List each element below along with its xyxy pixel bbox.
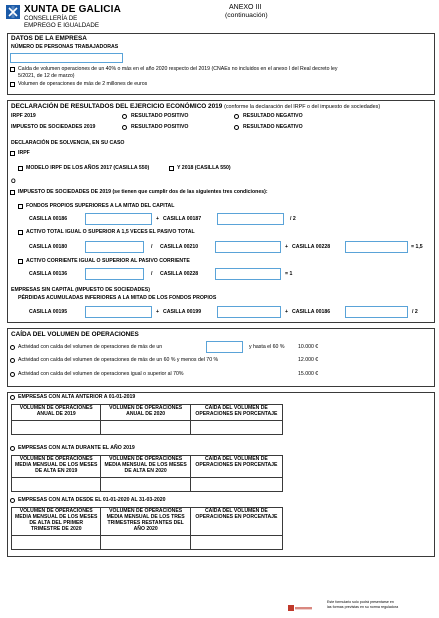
y2018-check[interactable] [169, 166, 174, 171]
is-negative-label: RESULTADO NEGATIVO [243, 124, 303, 130]
casilla-00199-input[interactable] [217, 306, 281, 318]
is-positive-radio[interactable] [122, 125, 127, 130]
perdidas-plus1: + [156, 309, 160, 315]
caida-row1-amount: 10.000 € [298, 344, 319, 350]
irpf-positive-label: RESULTADO POSITIVO [131, 113, 189, 119]
alta3-h3: CAÍDA DEL VOLUMEN DE OPERACIONES EN PORCENTAJE [190, 508, 282, 536]
dept-line1: CONSELLERÍA DE [24, 15, 78, 22]
alta2-h3: CAÍDA DEL VOLUMEN DE OPERACIONES EN PORCENTAJE [190, 456, 282, 478]
org-name: XUNTA DE GALICIA [24, 4, 122, 15]
perdidas-plus2: + [285, 309, 289, 315]
caida-row2-amount: 12.000 € [298, 357, 319, 363]
declaracion-title-main: DECLARACIÓN DE RESULTADOS DEL EJERCICIO ECONÓMICO 2019 [11, 103, 223, 110]
casilla-00195-input[interactable] [85, 306, 152, 318]
alta3-h2: VOLUMEN DE OPERACIONES MEDIA MENSUAL DE LOS TRES TRIMESTRES RESTANTES DEL AÑO 2020 [101, 508, 190, 536]
casilla-00228-label-b: CASILLA 00228 [160, 271, 199, 277]
casilla-00136-label: CASILLA 00136 [29, 271, 68, 277]
caida-row3-amount: 15.000 € [298, 371, 319, 377]
caida-row1-input[interactable] [206, 341, 243, 353]
casilla-00186-label-b: CASILLA 00186 [292, 309, 331, 315]
irpf-positive-radio[interactable] [122, 114, 127, 119]
alta2-cell3[interactable] [190, 478, 282, 492]
caida-row2-radio[interactable] [10, 358, 15, 363]
y2018-label: Y 2018 (CASILLA 550) [177, 165, 231, 171]
is-2019-label: IMPUESTO DE SOCIEDADES 2019 [11, 124, 96, 130]
irpf-negative-label: RESULTADO NEGATIVO [243, 113, 303, 119]
caida-row1-label: Actividad con caída del volumen de operaciones de más de un [18, 344, 163, 350]
activo-slash: / [151, 244, 153, 250]
workers-label: NÚMERO DE PERSONAS TRABAJADORAS [11, 44, 119, 50]
casilla-00136-input[interactable] [85, 268, 144, 280]
annex-title: ANEXO III [229, 4, 262, 11]
alta1-cell1[interactable] [12, 421, 101, 435]
alta2-radio[interactable] [10, 446, 15, 451]
casilla-00180-label: CASILLA 00180 [29, 244, 68, 250]
declaracion-title-note: (conforme la declaración del IRPF o del impuesto de sociedades) [224, 104, 381, 110]
fondos-label: FONDOS PROPIOS SUPERIORES A LA MITAD DEL CAPITAL [26, 203, 175, 209]
alta2-cell1[interactable] [12, 478, 101, 492]
alta3-title: EMPRESAS CON ALTA DESDE EL 01-01-2020 AL 31-03-2020 [18, 497, 166, 503]
casilla-00210-label: CASILLA 00210 [160, 244, 199, 250]
fondos-plus: + [156, 216, 160, 222]
modelo-irpf-label: MODELO IRPF DE LOS AÑOS 2017 (CASILLA 550) [26, 165, 150, 171]
perdidas-label: PÉRDIDAS ACUMULADAS INFERIORES A LA MITAD DE LOS FONDOS PROPIOS [18, 295, 217, 301]
xunta-logo [6, 5, 20, 19]
irpf-2019-label: IRPF 2019 [11, 113, 36, 119]
footer-line1: Este formulario solo podrá presentarse en [327, 600, 394, 604]
caida-title: CAÍDA DEL VOLUMEN DE OPERACIONES [11, 331, 139, 338]
corriente-slash: / [151, 271, 153, 277]
alta1-h3: CAÍDA DEL VOLUMEN DE OPERACIONES EN PORCENTAJE [190, 405, 282, 421]
casilla-00186-input[interactable] [85, 213, 152, 225]
alta1-radio[interactable] [10, 395, 15, 400]
annex-subtitle: (continuación) [225, 12, 268, 19]
sede-electronica-icon [288, 600, 312, 609]
workers-input[interactable] [10, 53, 123, 63]
dept-line2: EMPREGO E IGUALDADE [24, 22, 99, 29]
alta2-table [11, 455, 283, 492]
alta1-cell2[interactable] [101, 421, 190, 435]
fondos-div2: / 2 [290, 216, 296, 222]
caida-row2-label: Actividad con caída del volumen de operaciones de más de un 60 % y menos del 70 % [18, 357, 219, 363]
casilla-00186-input-b[interactable] [345, 306, 408, 318]
alta1-cell3[interactable] [190, 421, 282, 435]
alta2-h2: VOLUMEN DE OPERACIONES MEDIA MENSUAL DE LOS MESES DE ALTA EN 2020 [101, 456, 190, 478]
alta1-table [11, 404, 283, 435]
irpf-negative-radio[interactable] [234, 114, 239, 119]
alta3-radio[interactable] [10, 498, 15, 503]
irpf-solvencia-check[interactable] [10, 151, 15, 156]
is-positive-label: RESULTADO POSITIVO [131, 124, 189, 130]
irpf-solvencia-label: IRPF [18, 150, 30, 156]
corriente-check[interactable] [18, 259, 23, 264]
declaracion-title [11, 103, 380, 110]
casilla-00228-input-a[interactable] [345, 241, 408, 253]
casilla-00180-input[interactable] [85, 241, 144, 253]
casilla-00228-input-b[interactable] [215, 268, 281, 280]
activo-plus: + [285, 244, 289, 250]
alta1-title: EMPRESAS CON ALTA ANTERIOR A 01-01-2019 [18, 394, 136, 400]
alta3-table [11, 507, 283, 550]
casilla-00187-label: CASILLA 00187 [163, 216, 202, 222]
alta3-h1: VOLUMEN DE OPERACIONES MEDIA MENSUAL DE LOS MESES DE ALTA DEL PRIMER TRIMESTRE DE 2020 [12, 508, 101, 536]
caida-row1-mid: y hasta el 60 % [249, 344, 285, 350]
alta3-cell2[interactable] [101, 536, 190, 550]
is-negative-radio[interactable] [234, 125, 239, 130]
modelo-irpf-check[interactable] [18, 166, 23, 171]
check-caida-40-line2: 5/2021, de 12 de marzo) [18, 72, 75, 79]
alta1-h1: VOLUMEN DE OPERACIONES ANUAL DE 2019 [12, 405, 101, 421]
corriente-label: ACTIVO CORRIENTE IGUAL O SUPERIOR AL PASIVO CORRIENTE [26, 258, 190, 264]
casilla-00228-label-a: CASILLA 00228 [292, 244, 331, 250]
alta2-h1: VOLUMEN DE OPERACIONES MEDIA MENSUAL DE LOS MESES DE ALTA EN 2019 [12, 456, 101, 478]
check-2-millones-label: Volumen de operaciones de más de 2 millones de euros [18, 81, 148, 87]
casilla-00195-label: CASILLA 00195 [29, 309, 68, 315]
corriente-eq1: = 1 [285, 271, 293, 277]
alta1-h2: VOLUMEN DE OPERACIONES ANUAL DE 2020 [101, 405, 190, 421]
o-label: O [11, 179, 16, 185]
casilla-00199-label: CASILLA 00199 [163, 309, 202, 315]
casilla-00186-label: CASILLA 00186 [29, 216, 68, 222]
is-solvencia-check[interactable] [10, 190, 15, 195]
fondos-check[interactable] [18, 204, 23, 209]
perdidas-div2: / 2 [412, 309, 418, 315]
is-solvencia-label: IMPUESTO DE SOCIEDADES DE 2019 (se tienen que cumplir dos de las siguientes tres condiciones): [18, 189, 268, 195]
alta2-cell2[interactable] [101, 478, 190, 492]
caida-row3-label: Actividad con caída del volumen de operaciones igual o superior al 70% [18, 371, 184, 377]
casilla-00187-input[interactable] [217, 213, 284, 225]
check-caida-40-line1: Caída de volumen operaciones de un 40% o más en el año 2020 respecto del 2019 (CNAEs no incluidos en el anexo I del Real decreto ley [18, 66, 338, 72]
empresa-title: DATOS DE LA EMPRESA [11, 35, 87, 42]
footer-line2: las formas previstas en su norma reguladora [327, 605, 399, 609]
check-2-millones[interactable] [10, 82, 15, 87]
caida-row1-radio[interactable] [10, 345, 15, 350]
alta2-title: EMPRESAS CON ALTA DURANTE EL AÑO 2019 [18, 445, 135, 451]
solvencia-label: DECLARACIÓN DE SOLVENCIA, EN SU CASO [11, 140, 125, 146]
alta3-cell1[interactable] [12, 536, 101, 550]
sin-capital-label: EMPRESAS SIN CAPITAL (IMPUESTO DE SOCIEDADES) [11, 287, 150, 293]
check-caida-40[interactable] [10, 67, 15, 72]
caida-row3-radio[interactable] [10, 372, 15, 377]
alta3-cell3[interactable] [190, 536, 282, 550]
activo-check[interactable] [18, 230, 23, 235]
activo-label: ACTIVO TOTAL IGUAL O SUPERIOR A 1,5 VECES EL PASIVO TOTAL [26, 229, 195, 235]
activo-eq15: = 1,5 [411, 244, 423, 250]
casilla-00210-input[interactable] [215, 241, 281, 253]
